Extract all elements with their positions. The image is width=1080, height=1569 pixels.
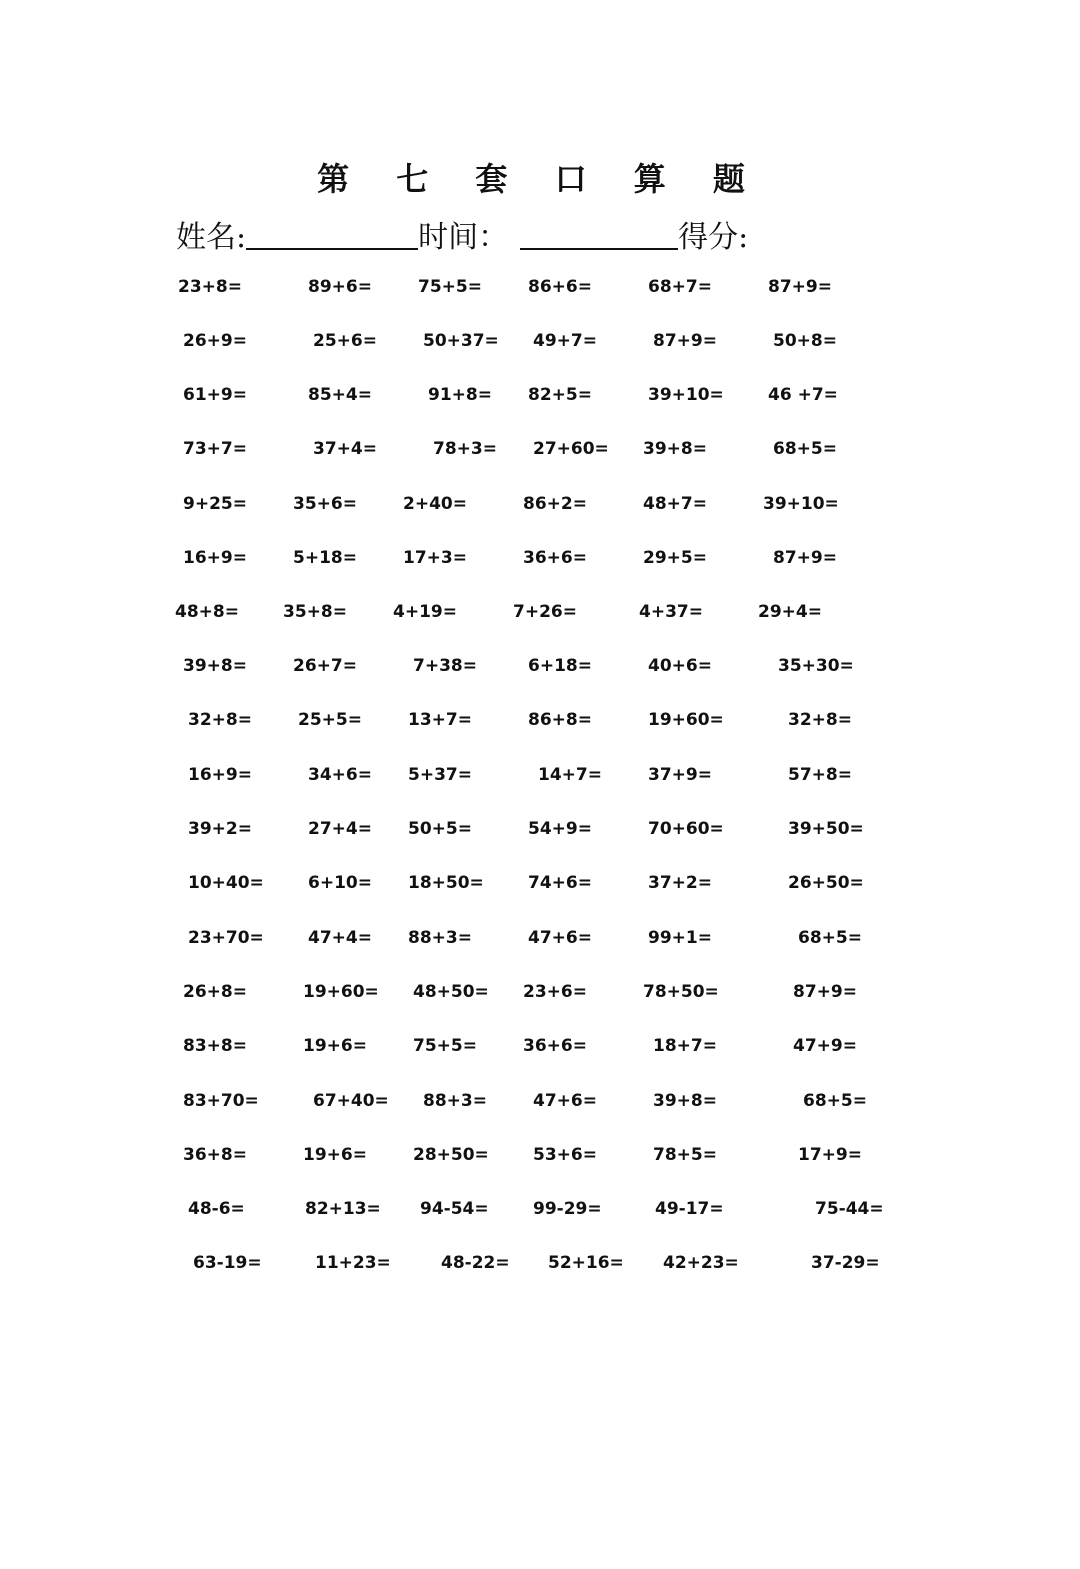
math-problem: 39+10= [648,385,724,405]
math-problem: 6+18= [528,656,592,676]
math-problem: 73+7= [183,439,247,459]
math-problem: 23+70= [188,928,264,948]
math-problem: 17+3= [403,548,467,568]
math-problem: 68+7= [648,277,712,297]
math-problem: 39+8= [643,439,707,459]
math-problem: 19+60= [303,982,379,1002]
math-problem: 75-44= [815,1199,884,1219]
problem-row [0,548,1080,576]
math-problem: 87+9= [773,548,837,568]
problem-row [0,982,1080,1010]
math-problem: 19+6= [303,1145,367,1165]
problem-row [0,765,1080,793]
math-problem: 48+8= [175,602,239,622]
math-problem: 87+9= [793,982,857,1002]
problem-row [0,928,1080,956]
math-problem: 46 +7= [768,385,838,405]
math-problem: 78+50= [643,982,719,1002]
math-problem: 35+30= [778,656,854,676]
math-problem: 88+3= [423,1091,487,1111]
math-problem: 11+23= [315,1253,391,1273]
math-problem: 48+7= [643,494,707,514]
math-problem: 37+9= [648,765,712,785]
math-problem: 5+18= [293,548,357,568]
math-problem: 28+50= [413,1145,489,1165]
math-problem: 42+23= [663,1253,739,1273]
math-problem: 78+5= [653,1145,717,1165]
score-label: 得分: [678,220,749,255]
problem-row [0,494,1080,522]
math-problem: 19+60= [648,710,724,730]
problem-row [0,1036,1080,1064]
math-problem: 94-54= [420,1199,489,1219]
page-title: 第 七 套 口 算 题 [317,160,763,198]
math-problem: 86+6= [528,277,592,297]
math-problem: 23+8= [178,277,242,297]
math-problem: 4+19= [393,602,457,622]
math-problem: 36+6= [523,1036,587,1056]
math-problem: 50+5= [408,819,472,839]
problem-row [0,1091,1080,1119]
math-problem: 49-17= [655,1199,724,1219]
math-problem: 7+38= [413,656,477,676]
math-problem: 68+5= [798,928,862,948]
math-problem: 40+6= [648,656,712,676]
math-problem: 35+6= [293,494,357,514]
math-problem: 50+37= [423,331,499,351]
math-problem: 39+8= [653,1091,717,1111]
math-problem: 36+8= [183,1145,247,1165]
math-problem: 91+8= [428,385,492,405]
math-problem: 75+5= [418,277,482,297]
math-problem: 48-22= [441,1253,510,1273]
math-problem: 29+5= [643,548,707,568]
math-problem: 32+8= [788,710,852,730]
math-problem: 39+10= [763,494,839,514]
math-problem: 39+2= [188,819,252,839]
math-problem: 26+8= [183,982,247,1002]
problem-row [0,710,1080,738]
math-problem: 87+9= [768,277,832,297]
math-problem: 85+4= [308,385,372,405]
math-problem: 39+50= [788,819,864,839]
problem-row [0,331,1080,359]
math-problem: 2+40= [403,494,467,514]
math-problem: 18+50= [408,873,484,893]
math-problem: 4+37= [639,602,703,622]
math-problem: 78+3= [433,439,497,459]
math-problem: 48+50= [413,982,489,1002]
math-problem: 25+5= [298,710,362,730]
math-problem: 50+8= [773,331,837,351]
math-problem: 57+8= [788,765,852,785]
math-problem: 18+7= [653,1036,717,1056]
math-problem: 61+9= [183,385,247,405]
math-problem: 86+8= [528,710,592,730]
problem-row [0,1199,1080,1227]
problem-row [0,656,1080,684]
math-problem: 67+40= [313,1091,389,1111]
math-problem: 83+8= [183,1036,247,1056]
math-problem: 47+6= [533,1091,597,1111]
math-problem: 63-19= [193,1253,262,1273]
math-problem: 5+37= [408,765,472,785]
math-problem: 35+8= [283,602,347,622]
math-problem: 99+1= [648,928,712,948]
math-problem: 16+9= [183,548,247,568]
math-problem: 27+4= [308,819,372,839]
math-problem: 75+5= [413,1036,477,1056]
problem-row [0,602,1080,630]
math-problem: 37+2= [648,873,712,893]
math-problem: 26+7= [293,656,357,676]
problem-row [0,819,1080,847]
math-problem: 74+6= [528,873,592,893]
math-problem: 83+70= [183,1091,259,1111]
math-problem: 7+26= [513,602,577,622]
math-problem: 87+9= [653,331,717,351]
math-problem: 14+7= [538,765,602,785]
problem-row [0,1253,1080,1281]
math-problem: 26+50= [788,873,864,893]
math-problem: 17+9= [798,1145,862,1165]
math-problem: 70+60= [648,819,724,839]
math-problem: 39+8= [183,656,247,676]
math-problem: 27+60= [533,439,609,459]
math-problem: 9+25= [183,494,247,514]
time-label: 时间： [418,220,509,255]
math-problem: 47+6= [528,928,592,948]
math-problem: 82+13= [305,1199,381,1219]
math-problem: 23+6= [523,982,587,1002]
problem-row [0,1145,1080,1173]
math-problem: 47+4= [308,928,372,948]
problem-row [0,439,1080,467]
math-problem: 99-29= [533,1199,602,1219]
problem-row [0,385,1080,413]
math-problem: 53+6= [533,1145,597,1165]
name-label: 姓名: [176,220,247,255]
math-problem: 19+6= [303,1036,367,1056]
math-problem: 34+6= [308,765,372,785]
math-problem: 68+5= [803,1091,867,1111]
math-problem: 16+9= [188,765,252,785]
math-problem: 52+16= [548,1253,624,1273]
math-problem: 36+6= [523,548,587,568]
math-problem: 47+9= [793,1036,857,1056]
math-problem: 49+7= [533,331,597,351]
math-problem: 82+5= [528,385,592,405]
math-problem: 37+4= [313,439,377,459]
math-problem: 86+2= [523,494,587,514]
math-problem: 89+6= [308,277,372,297]
math-problem: 88+3= [408,928,472,948]
math-problem: 6+10= [308,873,372,893]
problem-row [0,873,1080,901]
math-problem: 13+7= [408,710,472,730]
math-problem: 26+9= [183,331,247,351]
math-problem: 10+40= [188,873,264,893]
math-problem: 29+4= [758,602,822,622]
math-problem: 48-6= [188,1199,245,1219]
problem-row [0,277,1080,305]
math-problem: 25+6= [313,331,377,351]
math-problem: 68+5= [773,439,837,459]
math-problem: 54+9= [528,819,592,839]
math-problem: 37-29= [811,1253,880,1273]
math-problem: 32+8= [188,710,252,730]
